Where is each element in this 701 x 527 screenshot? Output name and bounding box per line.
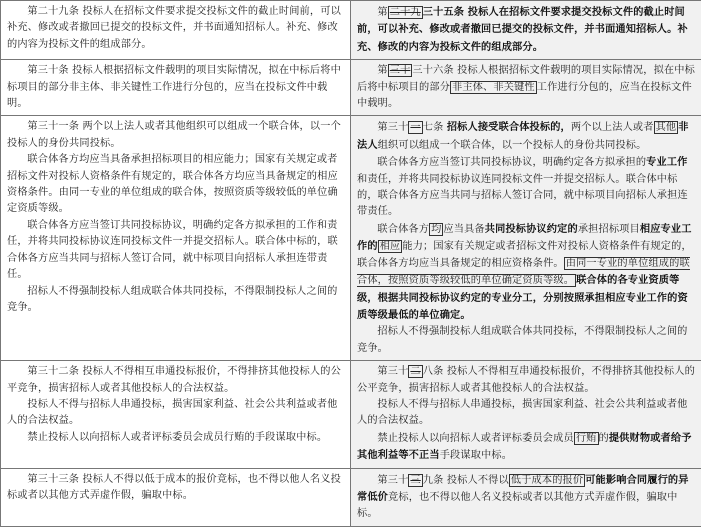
inserted-text: 非法人 <box>357 121 689 150</box>
text-span: 承担招标项目 <box>578 224 640 235</box>
article-paragraph <box>357 4 695 56</box>
deleted-text: 三 <box>408 474 422 487</box>
text-span: 禁止投标人以向招标人或者评标委员会成员 <box>377 433 573 444</box>
boxed-text: 行贿 <box>574 432 599 445</box>
table-row <box>1 468 701 526</box>
inserted-text: 共同投标协议约定的 <box>485 223 578 235</box>
text-span: 手段谋取中标。 <box>440 450 512 461</box>
text-span: 联合体各方 <box>377 224 429 235</box>
text-span: 七条 <box>423 122 447 133</box>
article-paragraph: 第三十一条 两个以上法人或者其他组织可以组成一个联合体，以一个投标人的身份共同投标。 <box>7 119 344 152</box>
old-text-cell <box>1 60 351 116</box>
deleted-text: 三十 <box>388 64 413 77</box>
boxed-text: 均 <box>429 223 443 236</box>
new-text-cell <box>351 116 701 361</box>
table-row <box>1 1 701 60</box>
text-span: 应当具备 <box>443 224 484 235</box>
article-paragraph: 招标人不得强制投标人组成联合体共同投标，不得限制投标人之间的竞争。 <box>7 284 344 317</box>
text-span: 工作进行分包的，应当在投标文件中载明。 <box>357 82 692 109</box>
boxed-text: 相应 <box>378 240 403 253</box>
text-span: 第三十 <box>377 122 408 133</box>
article-paragraph <box>357 221 695 324</box>
text-span: 组织可以组成一个联合体，以一个投标人的身份共同投标。 <box>378 140 647 151</box>
old-text-cell <box>1 116 351 361</box>
deleted-text: 二 <box>408 365 422 378</box>
inserted-text: 相应专业工作的 <box>357 223 692 252</box>
text-span: 联合体各方应当签订共同投标协议，明确约定各方拟承担的 <box>377 157 646 168</box>
article-paragraph <box>357 364 695 397</box>
article-paragraph <box>357 472 695 523</box>
inserted-text: 专业工作 <box>646 156 687 168</box>
inserted-text: 招标人接受联合体投标的， <box>447 121 571 133</box>
article-paragraph: 禁止投标人以向招标人或者评标委员会成员行贿的手段谋取中标。 <box>7 430 344 446</box>
text-span: 两个以上法人或者 <box>571 122 654 133</box>
text-span: 三十六条 投标人根据招标文件载明的项目实际情况，拟在中标后将中标项目的部分 <box>357 65 695 92</box>
article-paragraph <box>357 119 695 154</box>
text-span: 第三十 <box>377 475 408 486</box>
article-paragraph: 联合体各方应当签订共同投标协议，明确约定各方拟承担的工作和责任，并将共同投标协议连同投标文件一并提交招标人。联合体中标的，联合体各方应当共同与招标人签订合同，就中标项目向招标人承担连带责任。 <box>7 218 344 284</box>
text-span: 八条 投标人不得相互串通投标报价，不得排挤其他投标人的公平竞争，损害招标人或者其他投标人的合法权益。 <box>357 366 695 393</box>
inserted-text: 提供财物或者给予其他利益等不正当 <box>357 432 692 461</box>
boxed-text: 非主体、非关键性 <box>450 81 537 94</box>
old-text-cell <box>1 468 351 526</box>
old-text-cell <box>1 361 351 468</box>
article-paragraph: 第三十二条 投标人不得相互串通投标报价，不得排挤其他投标人的公平竞争，损害招标人或者其他投标人的合法权益。 <box>7 364 344 397</box>
text-span: 的 <box>599 433 609 444</box>
text-span: 第 <box>377 65 387 76</box>
table-row <box>1 60 701 116</box>
new-text-cell <box>351 361 701 468</box>
inserted-text: 联合体的各专业资质等级，根据共同投标协议约定的专业分工，分别按照承担相应专业工作的资质等级最低的单位确定。 <box>357 274 688 321</box>
inserted-text: 可能影响合同履行的异常低价 <box>357 474 689 503</box>
text-span: 竞标，也不得以他人名义投标或者以其他方式弄虚作假，骗取中标。 <box>357 492 677 519</box>
table-row <box>1 361 701 468</box>
article-paragraph: 联合体各方均应当具备承担招标项目的相应能力；国家有关规定或者招标文件对投标人资格条件有规定的，联合体各方均应当具备规定的相应资格条件。由同一专业的单位组成的联合体，按照资质等级较低的单位确定资质等级。 <box>7 152 344 218</box>
table-row <box>1 116 701 361</box>
new-text-cell <box>351 468 701 526</box>
text-span: 第 <box>377 7 387 18</box>
article-paragraph: 投标人不得与招标人串通投标，损害国家利益、社会公共利益或者他人的合法权益。 <box>7 397 344 430</box>
text-span: 和责任，并将共同投标协议连同投标文件一并提交招标人。联合体中标的，联合体各方应当共同与招标人签订合同，就中标项目向招标人承担连带责任。 <box>357 174 688 218</box>
text-span: 三十五条 投标人在招标文件要求提交投标文件的截止时间前，可以补充、修改或者撤回已提交的投标文件，并书面通知招标人。补充、修改的内容为投标文件的组成部分。 <box>357 6 688 53</box>
boxed-text: 低于成本的报价 <box>509 474 585 487</box>
article-paragraph <box>357 430 695 465</box>
text-span: 九条 投标人不得以 <box>423 475 509 486</box>
deleted-text: 一 <box>408 121 422 134</box>
deleted-text: 二十九 <box>388 6 423 19</box>
new-text-cell <box>351 60 701 116</box>
new-text-cell <box>351 1 701 60</box>
article-paragraph: 第三十三条 投标人不得以低于成本的报价竞标，也不得以他人名义投标或者以其他方式弄虚作假，骗取中标。 <box>7 472 344 505</box>
boxed-text: 由同一专业的单位组成的联合体，按照资质等级较低的单位确定资质等级。 <box>357 257 690 287</box>
article-paragraph: 招标人不得强制投标人组成联合体共同投标，不得限制投标人之间的竞争。 <box>357 324 695 357</box>
text-span: 能力；国家有关规定或者招标文件对投标人资格条件有规定的，联合体各方均应当具备规定的相应资格条件。 <box>357 241 692 268</box>
old-text-cell <box>1 1 351 60</box>
text-span: 第三十 <box>377 366 408 377</box>
article-paragraph: 投标人不得与招标人串通投标，损害国家利益、社会公共利益或者他人的合法权益。 <box>357 397 695 430</box>
article-paragraph: 第三十条 投标人根据招标文件载明的项目实际情况，拟在中标后将中标项目的部分非主体、非关键性工作进行分包的，应当在投标文件中载明。 <box>7 63 344 112</box>
article-paragraph <box>357 63 695 112</box>
boxed-text: 其他 <box>654 121 679 134</box>
article-paragraph: 第二十九条 投标人在招标文件要求提交投标文件的截止时间前，可以补充、修改或者撤回已提交的投标文件，并书面通知招标人。补充、修改的内容为投标文件的组成部分。 <box>7 4 344 53</box>
article-paragraph <box>357 154 695 221</box>
